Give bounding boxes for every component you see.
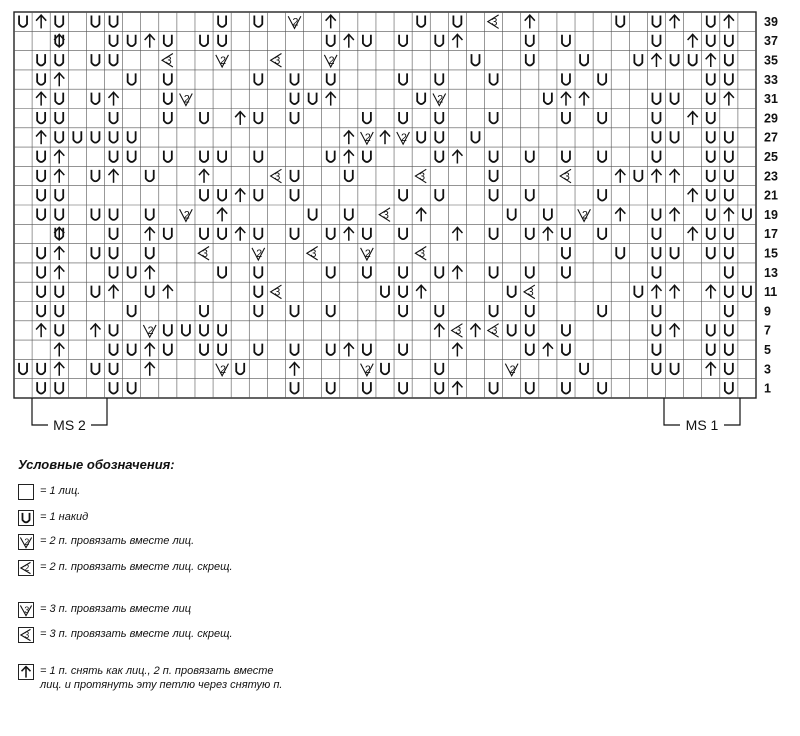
svg-text:2: 2 — [183, 93, 190, 106]
row-number: 17 — [764, 227, 778, 242]
svg-text:2: 2 — [364, 248, 371, 261]
k2tog-tbl-icon — [18, 560, 34, 576]
svg-text:3: 3 — [491, 16, 498, 29]
svg-text:2: 2 — [401, 132, 407, 145]
row-number: 39 — [764, 14, 778, 29]
svg-text:2: 2 — [328, 55, 335, 68]
row-number: 33 — [764, 72, 778, 87]
svg-text:3: 3 — [274, 286, 281, 299]
svg-text:2: 2 — [183, 209, 190, 222]
row-number: 7 — [764, 323, 771, 338]
legend-item-k3tog-tbl — [18, 627, 290, 643]
row-number: 27 — [764, 130, 778, 145]
svg-text:3: 3 — [419, 248, 426, 261]
repeat-bracket-ms1 — [664, 398, 740, 433]
legend-item-sk2p — [18, 664, 290, 692]
legend-text: = 1 лиц. — [40, 485, 81, 497]
svg-text:3: 3 — [24, 630, 30, 641]
knit-icon — [18, 484, 34, 500]
svg-text:2: 2 — [509, 363, 516, 376]
svg-text:2: 2 — [24, 563, 30, 574]
svg-text:2: 2 — [256, 248, 263, 261]
legend-text: = 1 накид — [40, 511, 89, 523]
row-number: 23 — [764, 169, 778, 184]
svg-text:2: 2 — [437, 93, 444, 106]
svg-text:3: 3 — [419, 170, 426, 183]
svg-text:2: 2 — [24, 537, 30, 548]
svg-text:2: 2 — [220, 55, 226, 68]
legend-item-k3tog — [18, 602, 290, 618]
svg-text:2: 2 — [220, 363, 226, 376]
k3tog-tbl-icon — [18, 627, 34, 643]
row-number: 31 — [764, 92, 778, 107]
yarnover-icon — [18, 510, 34, 526]
svg-text:3: 3 — [24, 605, 30, 616]
svg-text:3: 3 — [382, 209, 389, 222]
svg-text:3: 3 — [491, 325, 498, 338]
row-number: 25 — [764, 149, 778, 164]
row-number: 19 — [764, 207, 778, 222]
legend-item-knit — [18, 484, 290, 500]
row-number: 11 — [764, 285, 778, 300]
row-number: 3 — [764, 362, 771, 377]
row-number: 5 — [764, 342, 771, 357]
svg-text:3: 3 — [201, 248, 208, 261]
legend-item-k2tog-tbl — [18, 560, 290, 576]
svg-text:3: 3 — [310, 248, 317, 261]
svg-text:2: 2 — [364, 132, 371, 145]
svg-text:3: 3 — [274, 170, 281, 183]
svg-text:3: 3 — [165, 55, 172, 68]
repeat-label: MS 2 — [53, 417, 86, 433]
svg-text:2: 2 — [364, 363, 371, 376]
legend-text: = 3 п. провязать вместе лиц — [40, 603, 192, 615]
row-number: 29 — [764, 111, 778, 126]
row-number: 13 — [764, 265, 778, 280]
row-number: 1 — [764, 381, 771, 396]
svg-text:3: 3 — [274, 55, 281, 68]
svg-text:3: 3 — [563, 170, 570, 183]
k2tog-icon — [18, 534, 34, 550]
svg-text:2: 2 — [582, 209, 588, 222]
k3tog-icon — [18, 602, 34, 618]
legend-text: = 1 п. снять как лиц., 2 п. провязать вместе лиц. и протянуть эту петлю через снятую п. — [40, 665, 283, 691]
row-number: 37 — [764, 34, 778, 49]
svg-text:2: 2 — [147, 325, 154, 338]
chart-gridlines — [14, 12, 756, 398]
legend-text: = 3 п. провязать вместе лиц. скрещ. — [40, 628, 233, 640]
svg-text:3: 3 — [455, 325, 462, 338]
sk2p-icon — [18, 664, 34, 680]
svg-text:2: 2 — [292, 16, 299, 29]
row-number: 9 — [764, 304, 771, 319]
legend-item-yarnover — [18, 510, 290, 526]
legend-title: Условные обозначения: — [18, 457, 175, 472]
legend-text: = 2 п. провязать вместе лиц. — [40, 535, 195, 547]
row-number: 35 — [764, 53, 778, 68]
row-number: 21 — [764, 188, 778, 203]
repeat-bracket-ms2 — [32, 398, 107, 433]
legend-item-k2tog — [18, 534, 290, 550]
legend-text: = 2 п. провязать вместе лиц. скрещ. — [40, 561, 233, 573]
svg-text:3: 3 — [527, 286, 534, 299]
row-number: 15 — [764, 246, 778, 261]
repeat-label: MS 1 — [685, 417, 719, 433]
